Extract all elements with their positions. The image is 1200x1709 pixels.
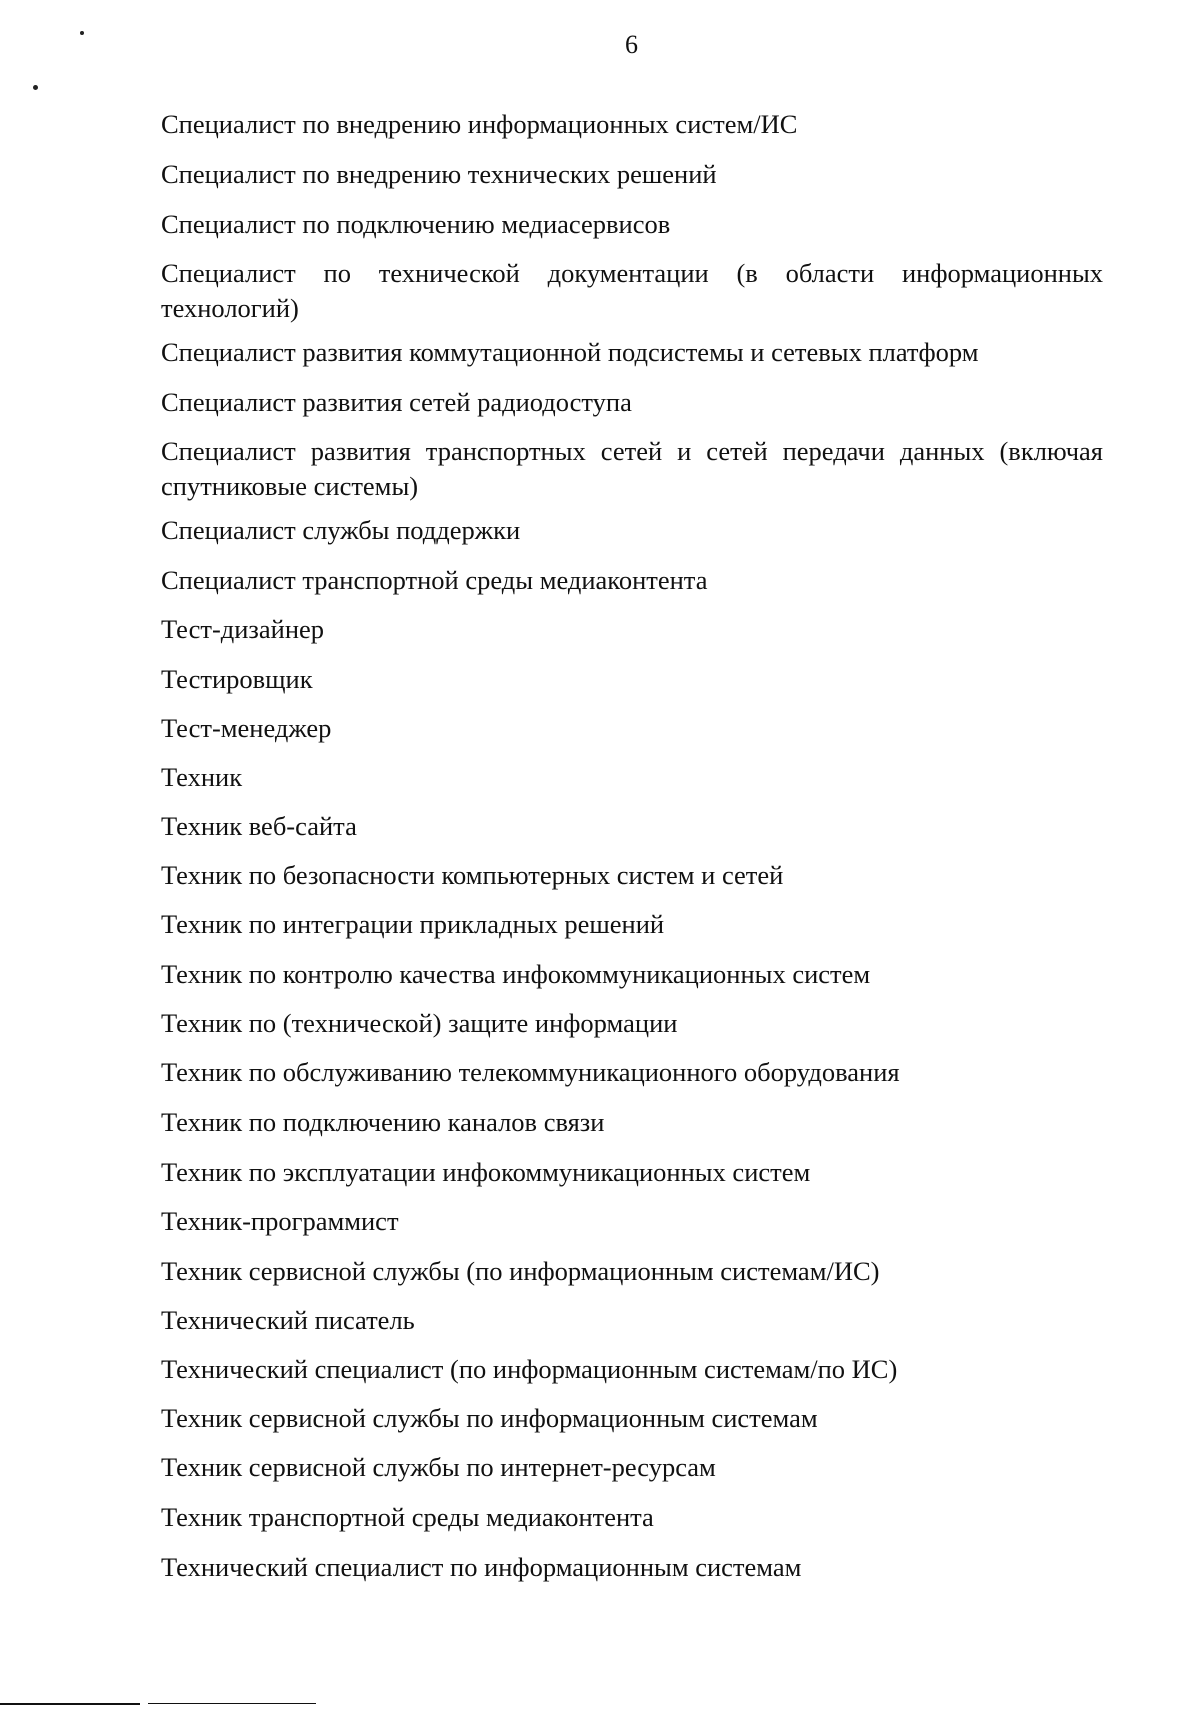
list-item: Тестировщик: [161, 664, 313, 694]
list-item: Специалист развития коммутационной подсистемы и сетевых платформ: [161, 337, 979, 367]
list-item: Специалист развития сетей радиодоступа: [161, 387, 632, 417]
list-item: Специалист по подключению медиасервисов: [161, 209, 671, 239]
list-item: Техник по контролю качества инфокоммуникационных систем: [161, 959, 871, 989]
list-item: Техник: [161, 762, 243, 792]
list-item: Техник сервисной службы по информационным системам: [161, 1403, 818, 1433]
list-item: Технический специалист (по информационным системам/по ИС): [161, 1354, 898, 1384]
list-item: Тест-дизайнер: [161, 614, 325, 644]
scan-speck: [33, 85, 38, 90]
list-item: Техник по эксплуатации инфокоммуникационных систем: [161, 1157, 811, 1187]
list-item: Техник веб-сайта: [161, 811, 357, 841]
list-item: Специалист по технической документации (в области информационных технологий): [161, 258, 1103, 323]
scan-speck: [80, 31, 84, 35]
list-item: Техник транспортной среды медиаконтента: [161, 1502, 654, 1532]
list-item: Специалист по внедрению технических решений: [161, 159, 717, 189]
scan-edge-line: [148, 1703, 316, 1704]
list-item: Техник по обслуживанию телекоммуникационного оборудования: [161, 1057, 900, 1087]
list-item: Техник по (технической) защите информации: [161, 1008, 678, 1038]
list-item: Техник сервисной службы по интернет-ресурсам: [161, 1452, 716, 1482]
list-item: Техник сервисной службы (по информационным системам/ИС): [161, 1256, 880, 1286]
page-number: 6: [625, 30, 638, 59]
list-item: Специалист транспортной среды медиаконтента: [161, 565, 708, 595]
list-item: Специалист по внедрению информационных систем/ИС: [161, 109, 798, 139]
list-item: Техник по безопасности компьютерных систем и сетей: [161, 860, 784, 890]
list-item: Технический специалист по информационным системам: [161, 1552, 802, 1582]
list-item: Технический писатель: [161, 1305, 415, 1335]
list-item: Техник-программист: [161, 1206, 399, 1236]
list-item: Специалист службы поддержки: [161, 515, 521, 545]
scan-edge-line: [0, 1703, 140, 1705]
list-item: Специалист развития транспортных сетей и сетей передачи данных (включая спутниковые системы): [161, 436, 1103, 501]
list-item: Техник по подключению каналов связи: [161, 1107, 605, 1137]
list-item: Техник по интеграции прикладных решений: [161, 909, 665, 939]
list-item: Тест-менеджер: [161, 713, 332, 743]
